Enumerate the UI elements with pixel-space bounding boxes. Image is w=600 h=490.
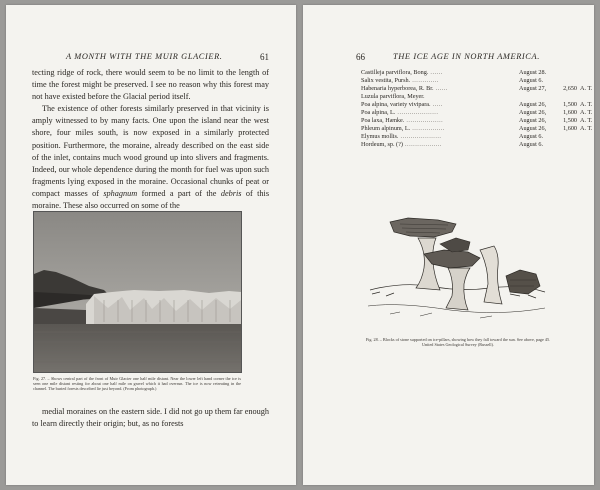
leader-dots: ................ xyxy=(410,125,445,132)
page-number: 61 xyxy=(260,52,269,62)
collection-date: August 6. xyxy=(519,77,544,84)
figure-28-caption: Fig. 28. – Blocks of stone supported on ice-pillars, showing how they fall toward the sun. See above, page 45. United States Geological Survey (Russell). xyxy=(365,337,551,348)
elevation-value xyxy=(559,93,580,101)
collection-date: August 26, xyxy=(519,117,547,124)
collection-date: August 28. xyxy=(519,69,547,76)
right-page xyxy=(303,5,594,485)
elevation-value xyxy=(559,77,580,85)
elevation-value: 1,500 xyxy=(563,117,577,124)
figure-27-caption: Fig. 27. – Shows central part of the front of Muir Glacier one half mile distant. Near the lower left hand corner the ice is seen one mile distant resting for about one half mile on gravel which it had overrun. The ice is now retreating in the channel. The buried forests described lie just beyond. (From photograph.) xyxy=(33,376,241,392)
leader-dots: .................. xyxy=(404,117,444,124)
leader-dots: ..... xyxy=(430,101,443,108)
paragraph: medial moraines on the eastern side. I did not go up them far enough to learn directly their origin; but, as no forests xyxy=(32,407,269,429)
header-title: A MONTH WITH THE MUIR GLACIER. xyxy=(66,52,223,61)
collection-date: August 26, xyxy=(519,101,547,108)
leader-dots: ............. xyxy=(410,77,439,84)
running-header xyxy=(66,52,223,61)
page-number: 66 xyxy=(356,52,365,62)
leader-dots: ...... xyxy=(433,85,448,92)
glacier-photograph xyxy=(33,211,242,373)
plant-list-table xyxy=(361,69,594,149)
elevation-unit: A. T. xyxy=(580,125,593,132)
elevation-unit xyxy=(580,69,594,77)
elevation-unit: A. T. xyxy=(580,117,593,124)
plant-name: Elymus mollis. .................... xyxy=(361,133,442,140)
header-title: THE ICE AGE IN NORTH AMERICA. xyxy=(393,52,540,61)
ice-pillars-engraving xyxy=(360,210,550,335)
paragraph: The existence of other forests similarly preserved in that vicinity is amply witnessed to by many facts. One upon the island near the west shore, four miles south, is now exposed in a similarly protected position. Furthermore, the moraine, already described on the east side of the inlet, contains much wood ground up into slivers and fragments. Indeed, our whole dependence during the month for fuel was upon such fragments lying exposed in the moraine. Occasional chunks of peat or compact masses of sphagnum formed a part of the debris of this moraine. These also occurred on some of the xyxy=(32,104,270,211)
plant-name: Poa laxa, Hænke. .................. xyxy=(361,117,444,124)
table-row xyxy=(361,85,594,93)
elevation-value: 1,500 xyxy=(563,101,577,108)
plant-name: Habenaria hyperborea, R. Br. ...... xyxy=(361,85,448,92)
leader-dots: .................. xyxy=(402,141,442,148)
elevation-unit xyxy=(580,141,594,149)
elevation-unit: A. T. xyxy=(580,85,593,92)
collection-date: August 26, xyxy=(519,109,547,116)
table-row xyxy=(361,117,594,125)
plant-name: Phleum alpinum, L. ................ xyxy=(361,125,445,132)
elevation-unit xyxy=(580,93,594,101)
elevation-unit xyxy=(580,133,594,141)
page-number-box xyxy=(356,52,365,62)
elevation-unit: A. T. xyxy=(580,101,593,108)
body-text-bottom xyxy=(32,406,269,430)
table-row xyxy=(361,125,594,133)
plant-name: Castilleja parviflora, Bong. ...... xyxy=(361,69,443,76)
table-row xyxy=(361,77,594,85)
table-row xyxy=(361,101,594,109)
body-text-top xyxy=(32,67,269,212)
plant-name: Poa alpina, variety vivipara. ..... xyxy=(361,101,443,108)
elevation-value: 1,600 xyxy=(563,109,577,116)
leader-dots: .................... xyxy=(395,109,439,116)
collection-date: August 6. xyxy=(519,133,544,140)
elevation-value xyxy=(559,69,580,77)
table-row xyxy=(361,133,594,141)
elevation-value xyxy=(559,133,580,141)
plant-name: Poa alpina, L. .................... xyxy=(361,109,439,116)
running-header xyxy=(393,52,540,61)
plant-name: Luzula parviflora, Meyer. xyxy=(361,93,425,100)
elevation-value: 2,650 xyxy=(563,85,577,92)
plant-name: Hordeum, sp. (?) .................. xyxy=(361,141,442,148)
leader-dots: ...... xyxy=(428,69,443,76)
collection-date: August 6. xyxy=(519,141,544,148)
elevation-unit xyxy=(580,77,594,85)
elevation-value xyxy=(559,141,580,149)
page-number-box xyxy=(260,52,269,62)
collection-date: August 26, xyxy=(519,125,547,132)
paragraph: tecting ridge of rock, there would seem to be no limit to the length of time the forest might be preserved. I see no reason why this forest may not have existed before the Glacial period itself. xyxy=(32,68,269,102)
elevation-unit: A. T. xyxy=(580,109,593,116)
left-page xyxy=(6,5,296,485)
table-row xyxy=(361,69,594,77)
table-row xyxy=(361,109,594,117)
plant-name: Salix vestita, Pursh. ............. xyxy=(361,77,439,84)
collection-date xyxy=(519,93,559,101)
elevation-value: 1,600 xyxy=(563,125,577,132)
leader-dots: .................... xyxy=(398,133,442,140)
table-row xyxy=(361,141,594,149)
table-row xyxy=(361,93,594,101)
collection-date: August 27, xyxy=(519,85,547,92)
